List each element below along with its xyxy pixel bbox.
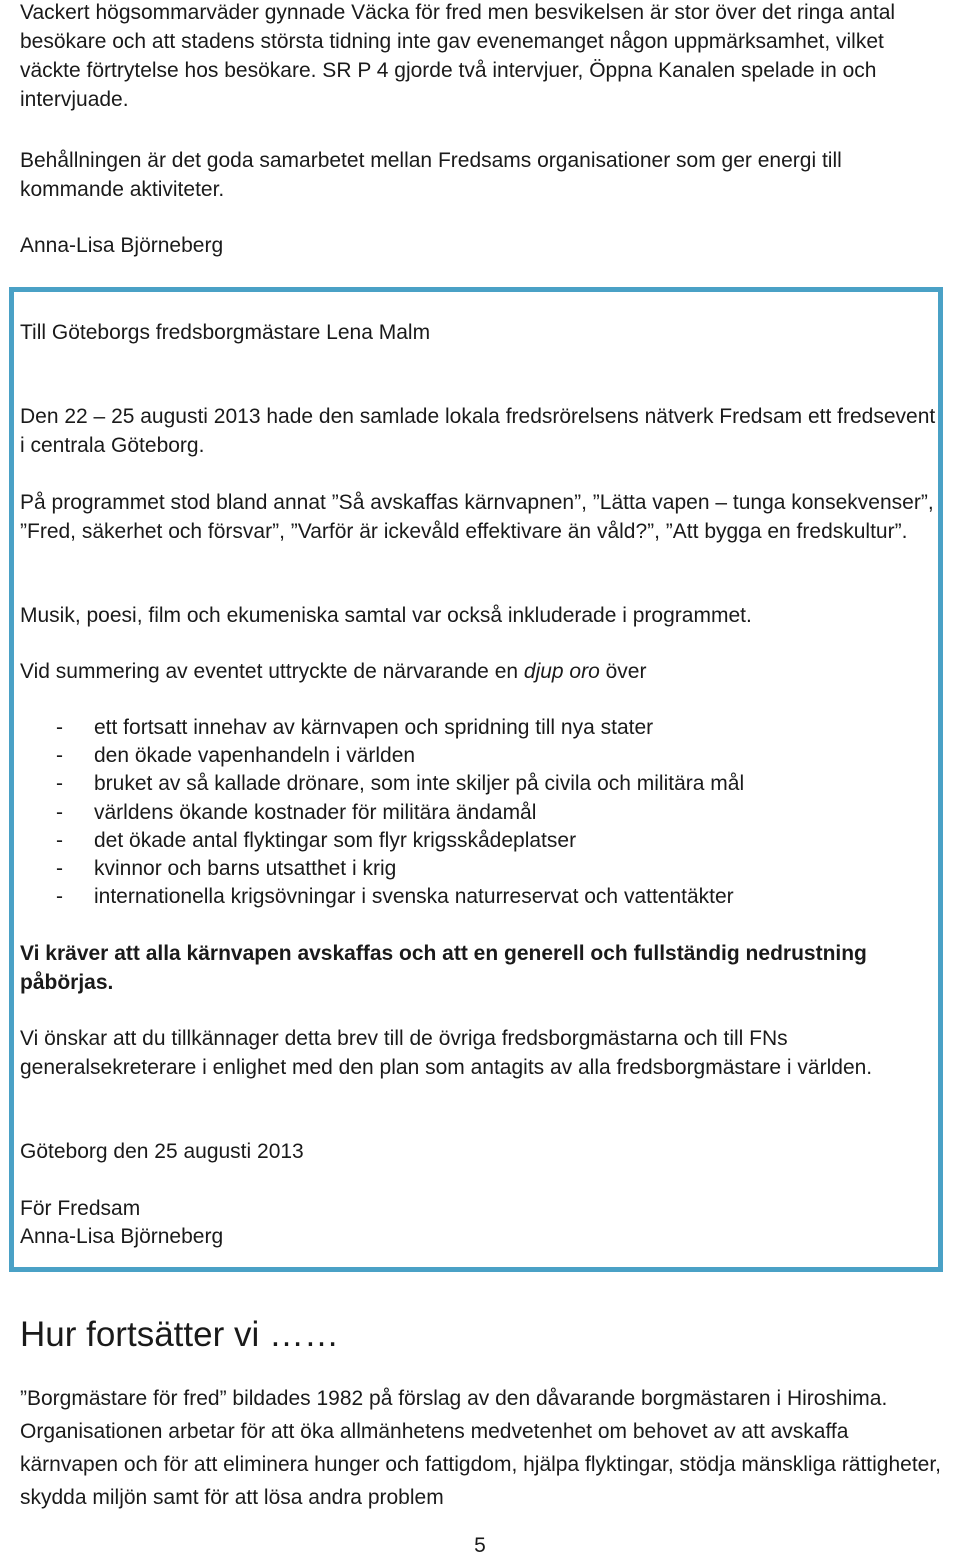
intro-paragraph-2: Behållningen är det goda samarbetet mellan Fredsams organisationer som ger energi till kommande aktiviteter.: [20, 149, 842, 201]
letter-paragraph-2: På programmet stod bland annat ”Så avskaffas kärnvapnen”, ”Lätta vapen – tunga konsekvenser”, ”Fred, säkerhet och försvar”, ”Varför är ickevåld effektivare än våld?”, ”Att bygga en fredskultur”.: [20, 491, 934, 543]
list-item-text: internationella krigsövningar i svenska naturreservat och vattentäkter: [94, 885, 734, 909]
list-item: [20, 770, 945, 798]
list-item-text: världens ökande kostnader för militära ändamål: [94, 800, 537, 824]
letter-paragraph-3: Musik, poesi, film och ekumeniska samtal var också inkluderade i programmet.: [20, 604, 752, 627]
list-item-text: ett fortsatt innehav av kärnvapen och spridning till nya stater: [94, 716, 654, 739]
intro-paragraph-1: Vackert högsommarväder gynnade Väcka för fred men besvikelsen är stor över det ringa antal besökare och att stadens största tidning inte gav evenemanget någon uppmärksamhet, vilket väckte förtrytelse hos besökare. SR P 4 gjorde två intervjuer, Öppna Kanalen spelade in och intervjuade.: [20, 1, 896, 111]
list-item: [20, 799, 945, 827]
bullet-dash: -: [56, 744, 63, 768]
summary-emphasis: djup oro: [523, 660, 600, 683]
letter-summary: [20, 657, 945, 686]
summary-prefix: Vid summering av eventet uttryckte de närvarande en: [20, 660, 524, 683]
section-paragraph: ”Borgmästare för fred” bildades 1982 på förslag av den dåvarande borgmästaren i Hiroshima. Organisationen arbetar för att öka allmänhetens medvetenhet om behovet av att avskaffa kärnvapen och för att eliminera hunger och fattigdom, hjälpa flyktingar, stödja mänskliga rättigheter, skydda miljön samt för att lösa andra problem: [20, 1387, 942, 1509]
bullet-dash: -: [56, 828, 63, 852]
letter-request: Vi önskar att du tillkännager detta brev till de övriga fredsborgmästarna och till FNs generalsekreterare i enlighet med den plan som antagits av alla fredsborgmästare i världen.: [20, 1027, 873, 1079]
section-heading: Hur fortsätter vi ……: [20, 1315, 339, 1354]
concerns-list: [20, 714, 945, 911]
bullet-dash: -: [56, 772, 63, 796]
letter-addressee: Till Göteborgs fredsborgmästare Lena Malm: [20, 321, 431, 344]
bullet-dash: -: [56, 716, 63, 739]
list-item: [20, 827, 945, 855]
letter-signature: Anna-Lisa Björneberg: [20, 1225, 224, 1248]
bullet-dash: -: [56, 800, 63, 824]
list-item: [20, 855, 945, 883]
list-item-text: bruket av så kallade drönare, som inte skiljer på civila och militära mål: [94, 772, 745, 796]
letter-demand: Vi kräver att alla kärnvapen avskaffas och att en generell och fullständig nedrustning påbörjas.: [20, 942, 867, 994]
bullet-dash: -: [56, 856, 63, 880]
page-number: 5: [474, 1534, 486, 1557]
list-item-text: kvinnor och barns utsatthet i krig: [94, 856, 397, 880]
list-item-text: det ökade antal flyktingar som flyr krigsskådeplatser: [94, 828, 577, 852]
letter-signoff: För Fredsam: [20, 1197, 141, 1220]
bullet-dash: -: [56, 885, 63, 909]
list-item-text: den ökade vapenhandeln i världen: [94, 744, 416, 768]
letter-place-date: Göteborg den 25 augusti 2013: [20, 1140, 304, 1163]
list-item: [20, 714, 945, 742]
letter-paragraph-1: Den 22 – 25 augusti 2013 hade den samlade lokala fredsrörelsens nätverk Fredsam ett fredsevent i centrala Göteborg.: [20, 405, 936, 457]
list-item: [20, 742, 945, 770]
summary-suffix: över: [599, 660, 647, 683]
intro-author: Anna-Lisa Björneberg: [20, 234, 224, 257]
list-item: [20, 883, 945, 911]
